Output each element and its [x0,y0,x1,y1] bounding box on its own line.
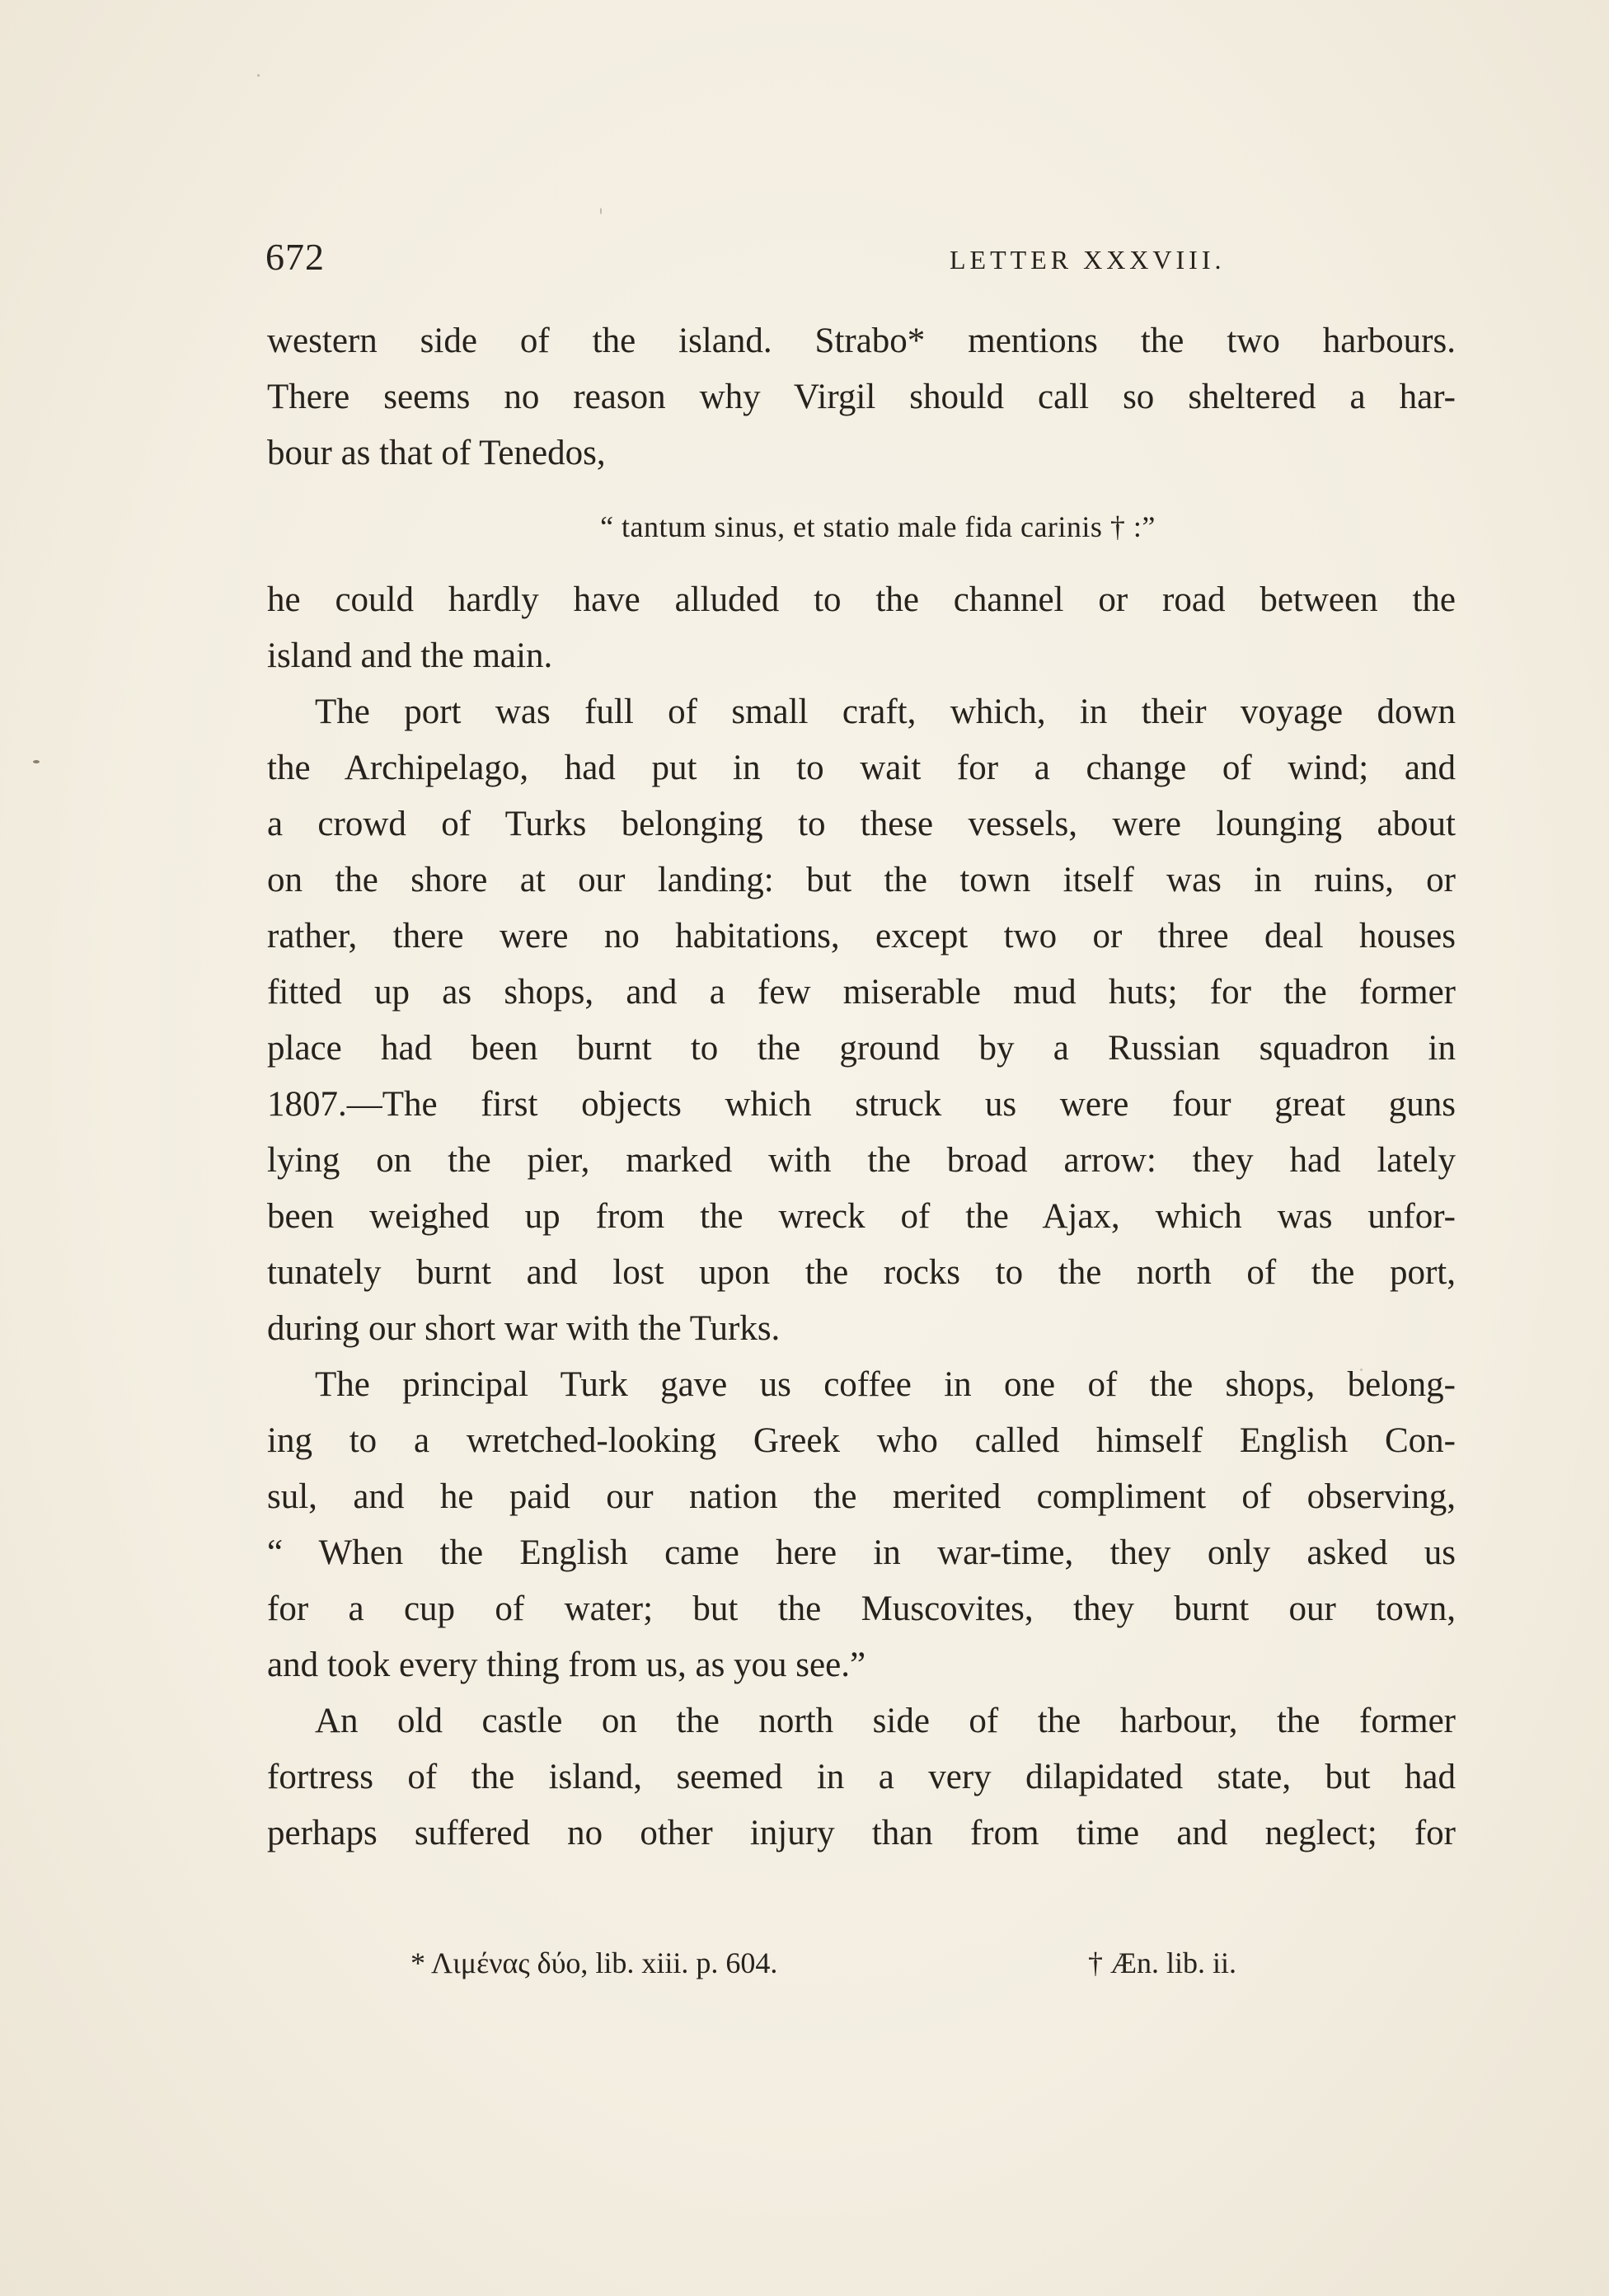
text-line: he could hardly have alluded to the channel or road between the [267,580,1456,619]
text-line: “ When the English came here in war-time, they only asked us [267,1533,1456,1572]
footnote-aeneid: † Æn. lib. ii. [1088,1946,1237,1979]
text-line: rather, there were no habitations, except two or three deal houses [267,917,1456,955]
text-line: lying on the pier, marked with the broad arrow: they had lately [267,1141,1456,1180]
text-line: island and the main. [267,636,553,675]
text-line: on the shore at our landing: but the town itself was in ruins, or [267,861,1456,899]
text-line: fortress of the island, seemed in a very dilapidated state, but had [267,1758,1456,1796]
text-line: western side of the island. Strabo* mentions the two harbours. [267,322,1456,360]
text-line: tunately burnt and lost upon the rocks to the north of the port, [267,1253,1456,1292]
text-line: 1807.—The first objects which struck us were four great guns [267,1085,1456,1124]
text-line: place had been burnt to the ground by a Russian squadron in [267,1029,1456,1068]
text-line: during our short war with the Turks. [267,1309,781,1348]
text-line: ing to a wretched-looking Greek who called himself English Con- [267,1421,1456,1460]
running-head: LETTER XXXVIII. [950,245,1226,275]
footnote-strabo: * Λιμένας δύο, lib. xiii. p. 604. [410,1946,778,1979]
footnotes [410,1946,1317,1995]
latin-quotation: “ tantum sinus, et statio male fida carinis † :” [600,510,1156,543]
page-header [265,235,1452,284]
paragraph-first-line: The port was full of small craft, which, in their voyage down [315,693,1456,731]
text-line: perhaps suffered no other injury than from time and neglect; for [267,1814,1456,1852]
text-line: fitted up as shops, and a few miserable mud huts; for the former [267,973,1456,1012]
text-line: There seems no reason why Virgil should call so sheltered a har- [267,378,1456,416]
paper-speck [33,760,40,763]
text-line: been weighed up from the wreck of the Ajax, which was unfor- [267,1197,1456,1236]
text-line: a crowd of Turks belonging to these vessels, were lounging about [267,805,1456,843]
text-line: for a cup of water; but the Muscovites, they burnt our town, [267,1589,1456,1628]
text-line: and took every thing from us, as you see.” [267,1646,866,1684]
paragraph-first-line: The principal Turk gave us coffee in one of the shops, belong- [315,1365,1456,1404]
paper-speck [600,208,602,214]
body-text [267,313,1456,1862]
text-line: the Archipelago, had put in to wait for a change of wind; and [267,749,1456,787]
paper-speck [257,74,260,77]
text-line: bour as that of Tenedos, [267,434,606,472]
text-line: sul, and he paid our nation the merited compliment of observing, [267,1477,1456,1516]
paper-speck [1360,1369,1363,1371]
page-number: 672 [265,236,325,278]
paragraph-first-line: An old castle on the north side of the harbour, the former [315,1702,1456,1740]
